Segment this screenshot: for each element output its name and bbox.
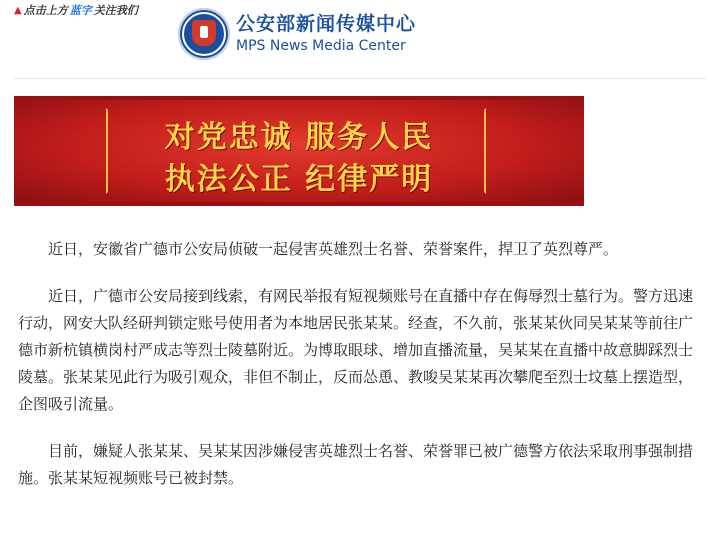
police-emblem-icon	[178, 8, 230, 60]
article-body	[18, 236, 704, 492]
account-title-cn: 公安部新闻传媒中心	[236, 12, 417, 35]
follow-hint-suffix: 关注我们	[93, 4, 138, 17]
article-paragraph-1: 近日，安徽省广德市公安局侦破一起侵害英雄烈士名誉、荣誉案件，捍卫了英烈尊严。	[48, 240, 619, 258]
up-arrow-icon: ▲	[14, 4, 22, 16]
follow-hint-prefix: 点击上方	[23, 4, 68, 17]
follow-hint[interactable]	[14, 2, 138, 18]
account-title-block	[236, 14, 416, 54]
slogan-banner	[14, 96, 584, 206]
article-paragraph-3: 目前，嫌疑人张某某、吴某某因涉嫌侵害英雄烈士名誉、荣誉罪已被广德警方依法采取刑事强制措施。张某某短视频账号已被封禁。	[18, 442, 694, 487]
header-divider	[14, 78, 706, 79]
account-header	[178, 6, 416, 62]
account-title-en: MPS News Media Center	[236, 37, 406, 54]
slogan-line-1: 对党忠诚 服务人民	[164, 120, 434, 155]
follow-hint-blue-text[interactable]: 蓝字	[69, 4, 92, 17]
article-paragraph-2: 近日，广德市公安局接到线索，有网民举报有短视频账号在直播中存在侮辱烈士墓行为。警方迅速行动，网安大队经研判锁定账号使用者为本地居民张某某。经查，不久前，张某某伙同吴某某等前往广德市新杭镇横岗村严成志等烈士陵墓附近。为博取眼球、增加直播流量，吴某某在直播中故意脚踩烈士陵墓。张某某见此行为吸引观众，非但不制止，反而怂恿、教唆吴某某再次攀爬至烈士坟墓上摆造型，企图吸引流量。	[18, 287, 694, 413]
slogan-line-2: 执法公正 纪律严明	[164, 162, 434, 197]
